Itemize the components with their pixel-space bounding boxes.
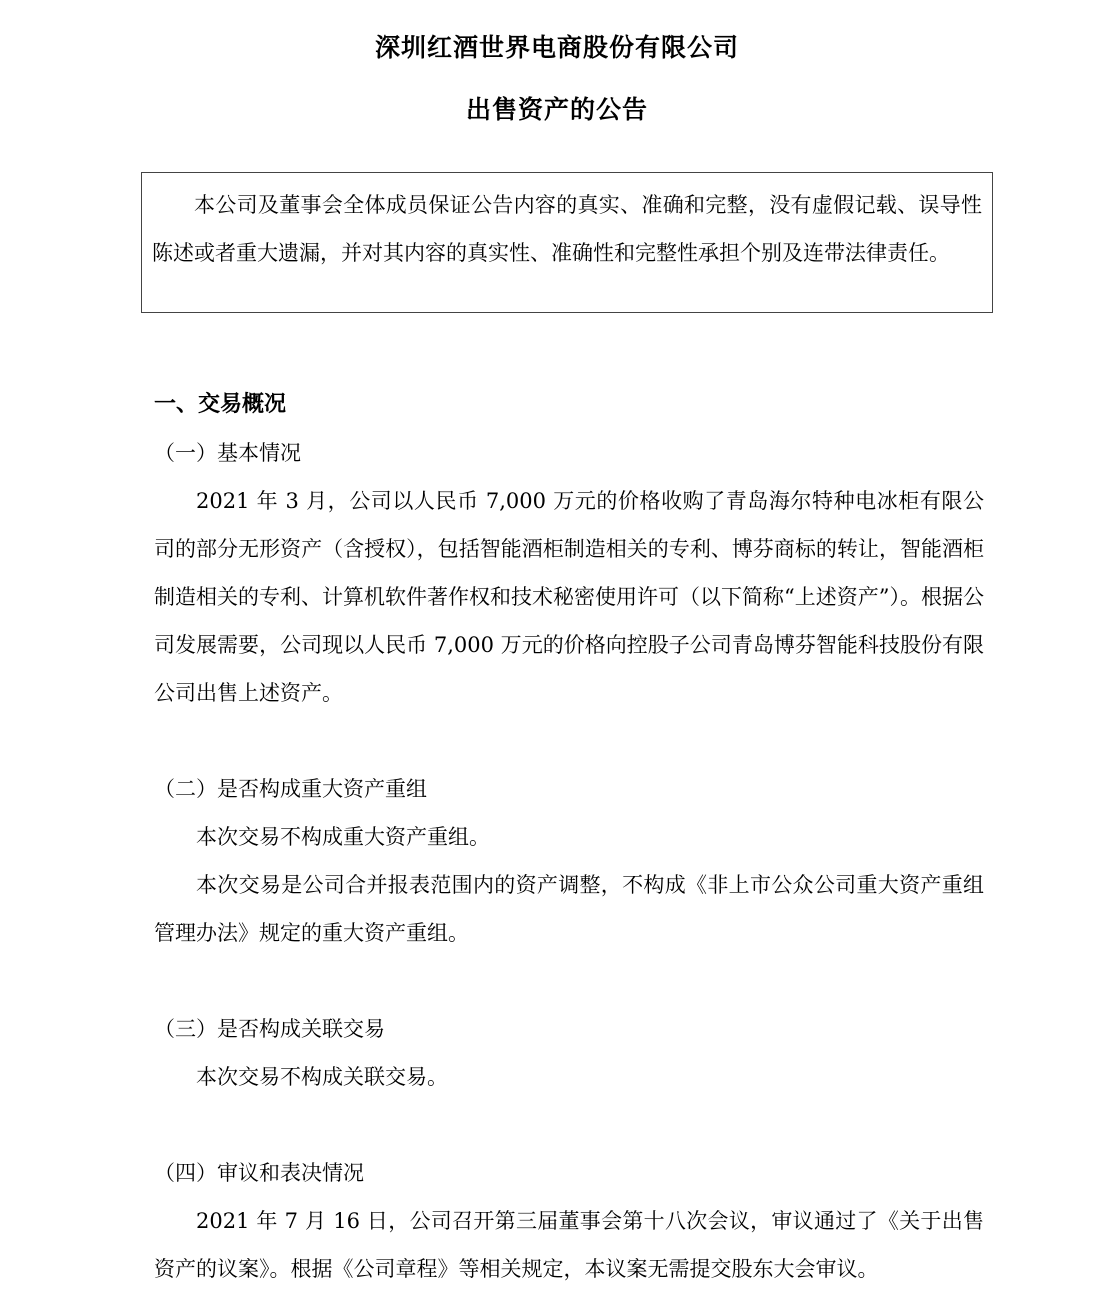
- announcement-title: 出售资产的公告: [465, 95, 648, 124]
- disclaimer-box: [141, 172, 993, 313]
- document-body: [154, 381, 984, 1293]
- disclaimer-text: 本公司及董事会全体成员保证公告内容的真实、准确和完整，没有虚假记载、误导性陈述或者重大遗漏，并对其内容的真实性、准确性和完整性承担个别及连带法律责任。: [152, 193, 982, 265]
- paragraph-review: 2021 年 7 月 16 日，公司召开第三届董事会第十八次会议，审议通过了《关于出售资产的议案》。根据《公司章程》等相关规定，本议案无需提交股东大会审议。: [154, 1209, 984, 1281]
- subsection-heading-related-party: （三）是否构成关联交易: [154, 1017, 385, 1041]
- paragraph-restructuring-1: 本次交易不构成重大资产重组。: [196, 825, 490, 849]
- subsection-heading-basic: （一）基本情况: [154, 441, 301, 465]
- subsection-heading-review: （四）审议和表决情况: [154, 1161, 364, 1185]
- paragraph-related-party: 本次交易不构成关联交易。: [196, 1065, 448, 1089]
- company-name: 深圳红酒世界电商股份有限公司: [374, 33, 739, 62]
- section-heading-overview: 一、交易概况: [154, 392, 287, 417]
- subsection-heading-restructuring: （二）是否构成重大资产重组: [154, 777, 427, 801]
- paragraph-restructuring-2: 本次交易是公司合并报表范围内的资产调整，不构成《非上市公众公司重大资产重组管理办法》规定的重大资产重组。: [154, 873, 984, 945]
- paragraph-basic-info: 2021 年 3 月，公司以人民币 7,000 万元的价格收购了青岛海尔特种电冰柜有限公司的部分无形资产（含授权），包括智能酒柜制造相关的专利、博芬商标的转让，智能酒柜制造相关的专利、计算机软件著作权和技术秘密使用许可（以下简称“上述资产”）。根据公司发展需要，公司现以人民币 7,000 万元的价格向控股子公司青岛博芬智能科技股份有限公司出售上述资产。: [154, 489, 984, 705]
